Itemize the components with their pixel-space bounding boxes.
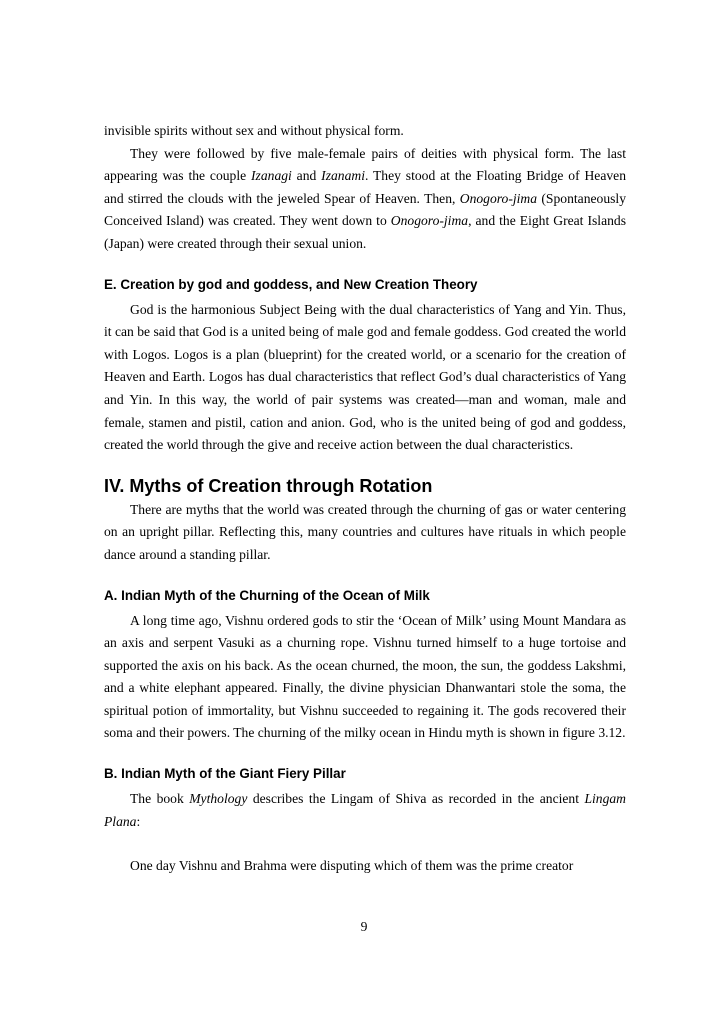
onogoro-term: Onogoro-jima [459,190,538,206]
section-b-paragraph: The book Mythology describes the Lingam of Shiva as recorded in the ancient Lingam Plana: [104,791,626,829]
mythology-book-title: Mythology [189,791,248,807]
section-e-paragraph: God is the harmonious Subject Being with the dual characteristics of Yang and Yin. Thus, it can be said that God is a united being of male god and female goddess. God created the world with Logos. Logos is a plan (blueprint) for the created world, or a scenario for the creation of Heaven and Earth. Logos has dual characteristics that reflect God’s dual characteristics of Yang and Yin. In this way, the world of pair systems was created—man and woman, male and female, stamen and pistil, cation and anion. God, who is the united being of god and goddess, created the world through the give and receive action between the dual characteristics. [104,301,626,453]
izanami-term: Izanami [321,168,365,184]
intro-continuation: invisible spirits without sex and without physical form. [104,123,404,138]
section-b-heading: B. Indian Myth of the Giant Fiery Pillar [104,766,346,782]
chapter-iv-heading: IV. Myths of Creation through Rotation [104,475,433,496]
izanagi-term: Izanagi [251,168,292,184]
page-number: 9 [360,919,368,934]
intro-paragraph: They were followed by five male-female pairs of deities with physical form. The last appearing was the couple Izanagi and Izanami. They stood at the Floating Bridge of Heaven and stirred the clouds with the jeweled Spear of Heaven. Then, Onogoro-jima (Spontaneously Conceived Island) was created. They went down to Onogoro-jima, and the Eight Great Islands (Japan) were created through their sexual union. [104,145,626,251]
section-e-heading: E. Creation by god and goddess, and New Creation Theory [104,276,478,292]
chapter-iv-paragraph: There are myths that the world was created through the churning of gas or water centering on an upright pillar. Reflecting this, many countries and cultures have rituals in which people dance around a standing pillar. [104,501,626,562]
spacer [104,833,626,855]
section-a-heading: A. Indian Myth of the Churning of the Ocean of Milk [104,587,430,603]
lingam-plana-title: Lingam Plana [104,791,626,829]
onogoro-term: Onogoro-jima [390,213,469,229]
quote-paragraph: One day Vishnu and Brahma were disputing which of them was the prime creator [130,858,574,874]
section-a-paragraph: A long time ago, Vishnu ordered gods to stir the ‘Ocean of Milk’ using Mount Mandara as an axis and serpent Vasuki as a churning rope. Vishnu turned himself to a huge tortoise and supported the axis on his back. As the ocean churned, the moon, the sun, the goddess Lakshmi, and a white elephant appeared. Finally, the divine physician Dhanwantari stole the soma, the spiritual potion of immortality, but Vishnu succeeded to regaining it. The gods recovered their soma and their powers. The churning of the milky ocean in Hindu myth is shown in figure 3.12. [104,612,626,741]
document-page [104,120,626,878]
